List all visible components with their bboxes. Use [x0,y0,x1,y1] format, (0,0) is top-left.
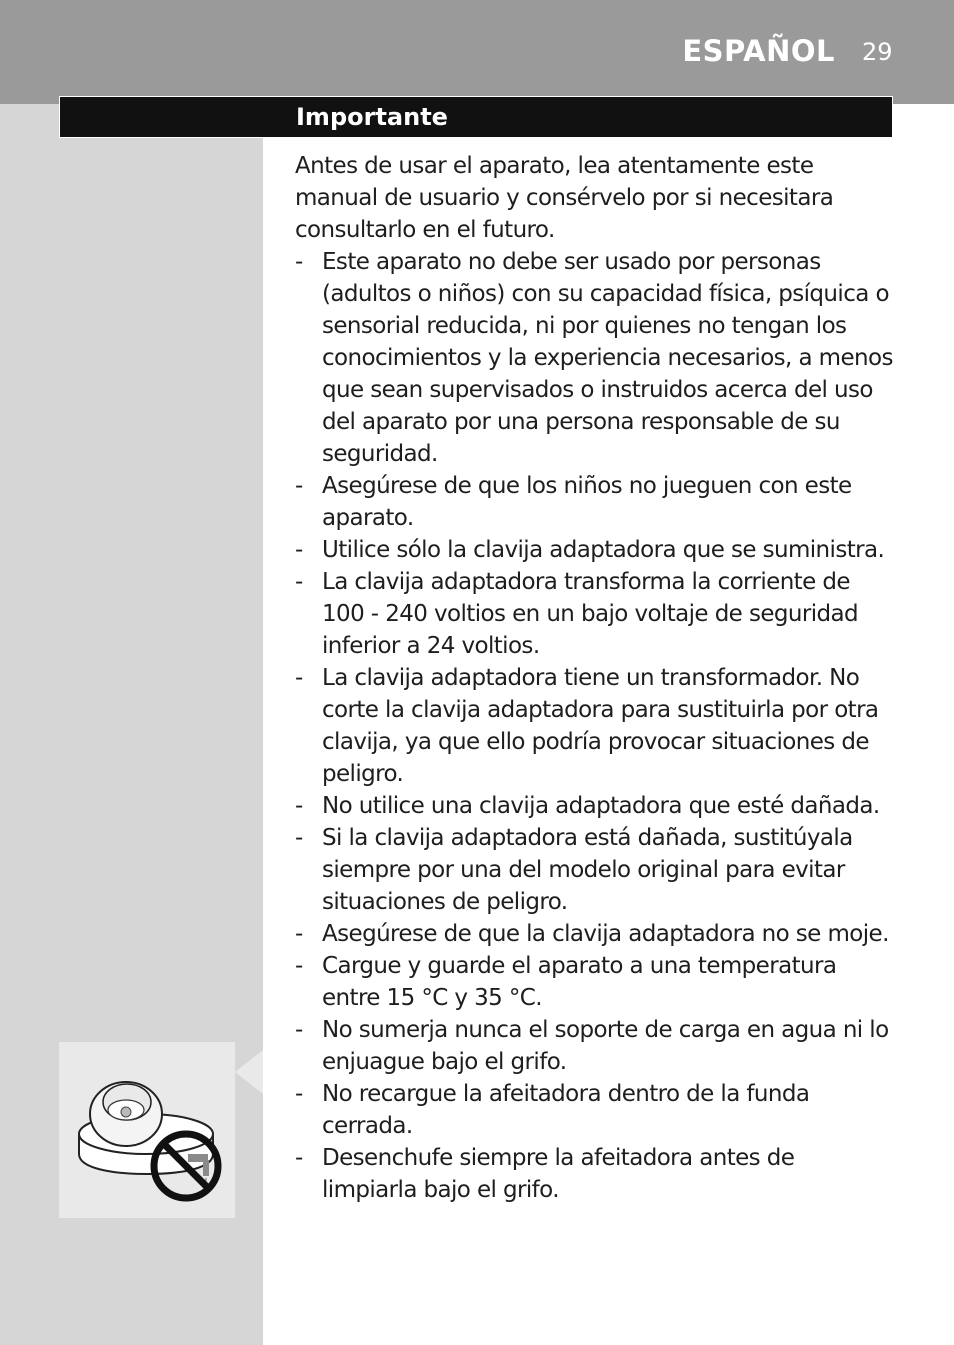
bullet-dash: - [295,665,303,691]
list-item-text: No sumerja nunca el soporte de carga en agua ni lo enjuague bajo el grifo. [322,1017,889,1075]
bullet-dash: - [295,537,303,563]
section-title: Importante [296,103,448,131]
bullet-dash: - [295,1017,303,1043]
intro-paragraph: Antes de usar el aparato, lea atentamente este manual de usuario y consérvelo por si necesitara consultarlo en el futuro. [295,153,834,243]
list-item-text: Asegúrese de que la clavija adaptadora no se moje. [322,921,889,947]
bullet-dash: - [295,473,303,499]
list-item-text: Asegúrese de que los niños no jueguen con este aparato. [322,473,852,531]
list-item-text: La clavija adaptadora transforma la corriente de 100 - 240 voltios en un bajo voltaje de seguridad inferior a 24 voltios. [322,569,858,659]
body-text [295,150,895,1206]
list-item-text: Desenchufe siempre la afeitadora antes de limpiarla bajo el grifo. [322,1145,795,1203]
list-item-text: Si la clavija adaptadora está dañada, sustitúyala siempre por una del modelo original para evitar situaciones de peligro. [322,825,853,915]
section-heading-bar [59,96,893,138]
no-rinse-charging-stand-icon [59,1042,235,1218]
list-item [295,950,895,1014]
list-item [295,822,895,918]
bullet-dash: - [295,249,303,275]
list-item [295,1014,895,1078]
list-item [295,1078,895,1142]
bullet-dash: - [295,1145,303,1171]
illustration-panel [59,1042,235,1218]
list-item-text: No utilice una clavija adaptadora que esté dañada. [322,793,880,819]
list-item [295,1142,895,1206]
list-item [295,790,895,822]
bullet-dash: - [295,953,303,979]
list-item [295,246,895,470]
language-label: ESPAÑOL [682,34,835,68]
warning-list [295,246,895,1206]
bullet-dash: - [295,921,303,947]
list-item-text: Este aparato no debe ser usado por personas (adultos o niños) con su capacidad física, psíquica o sensorial reducida, ni por quienes no tengan los conocimientos y la experiencia necesarios, a menos que sean supervisados o instruidos acerca del uso del aparato por una persona responsable de su seguridad. [322,249,893,467]
list-item [295,662,895,790]
bullet-dash: - [295,1081,303,1107]
list-item-text: La clavija adaptadora tiene un transformador. No corte la clavija adaptadora para sustituirla por otra clavija, ya que ello podría provocar situaciones de peligro. [322,665,879,787]
bullet-dash: - [295,569,303,595]
list-item [295,470,895,534]
list-item-text: Cargue y guarde el aparato a una temperatura entre 15 °C y 35 °C. [322,953,837,1011]
figure-pointer [235,1050,263,1094]
list-item-text: Utilice sólo la clavija adaptadora que se suministra. [322,537,885,563]
bullet-dash: - [295,825,303,851]
list-item-text: No recargue la afeitadora dentro de la funda cerrada. [322,1081,810,1139]
list-item [295,918,895,950]
list-item [295,534,895,566]
page-number: 29 [862,38,893,66]
list-item [295,566,895,662]
bullet-dash: - [295,793,303,819]
